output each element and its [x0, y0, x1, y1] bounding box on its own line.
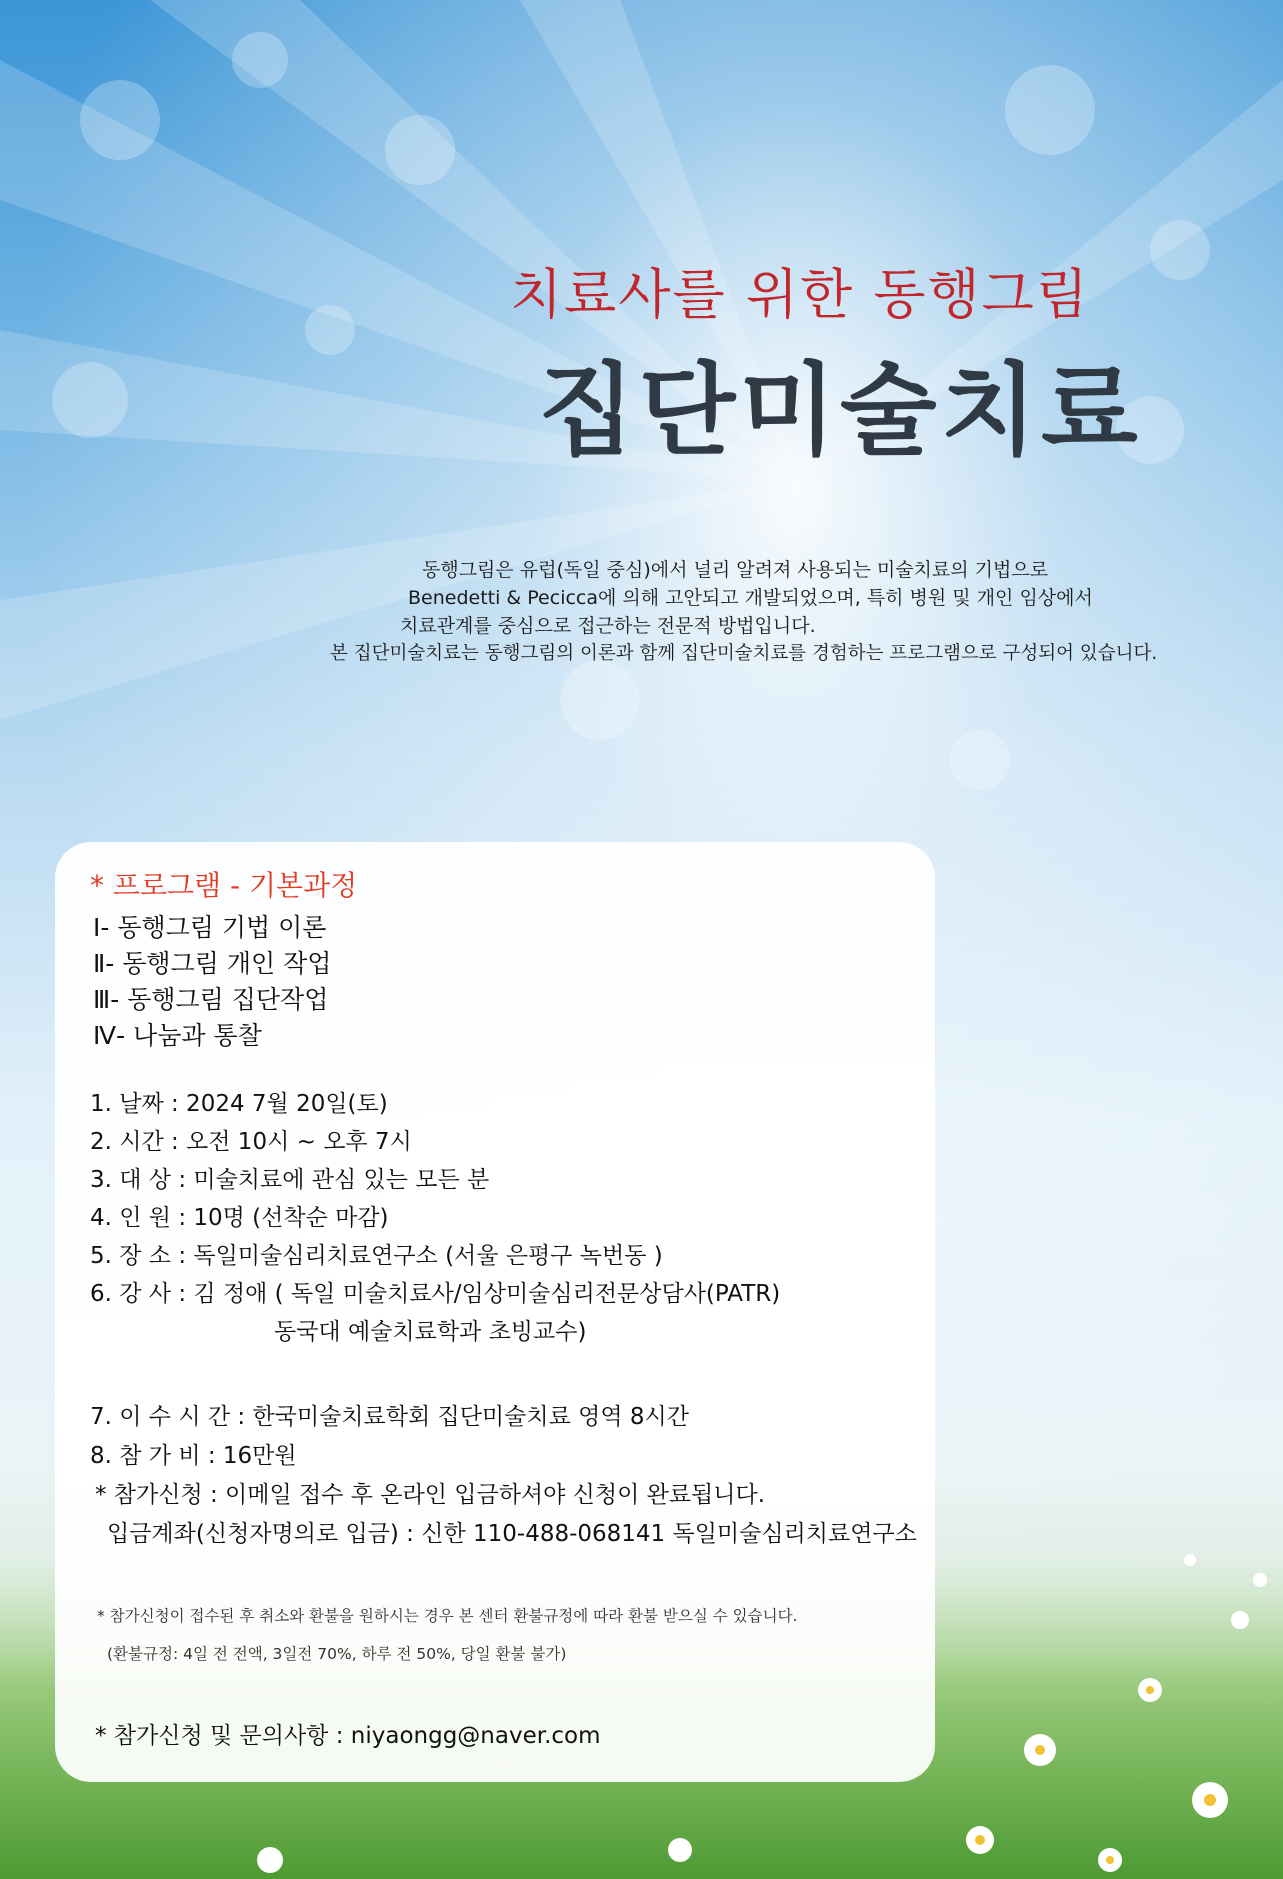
- date-info: 1. 날짜 : 2024 7월 20일(토): [90, 1091, 388, 1117]
- fee-info: 8. 참 가 비 : 16만원: [90, 1443, 297, 1469]
- intro-line: 동행그림은 유럽(독일 중심)에서 널리 알려져 사용되는 미술치료의 기법으로: [422, 559, 1049, 581]
- page-title: 집단미술치료: [538, 352, 1142, 469]
- hours-info: 7. 이 수 시 간 : 한국미술치료학회 집단미술치료 영역 8시간: [90, 1404, 689, 1430]
- apply-info: * 참가신청 : 이메일 접수 후 온라인 입금하셔야 신청이 완료됩니다.: [95, 1482, 766, 1508]
- program-item: Ⅳ- 나눔과 통찰: [93, 1021, 262, 1050]
- subtitle: 치료사를 위한 동행그림: [510, 263, 1090, 326]
- program-item: Ⅱ- 동행그림 개인 작업: [93, 949, 332, 978]
- account-info: 입금계좌(신청자명의로 입금) : 신한 110-488-068141 독일미술심리치료연구소: [107, 1521, 917, 1547]
- intro-line: 치료관계를 중심으로 접근하는 전문적 방법입니다.: [400, 615, 816, 637]
- program-item: Ⅲ- 동행그림 집단작업: [93, 985, 329, 1014]
- program-info-card: [55, 842, 935, 1782]
- target-info: 3. 대 상 : 미술치료에 관심 있는 모든 분: [90, 1167, 490, 1193]
- refund-note: * 참가신청이 접수된 후 취소와 환불을 원하시는 경우 본 센터 환불규정에 따라 환불 받으실 수 있습니다.: [97, 1607, 798, 1625]
- time-info: 2. 시간 : 오전 10시 ~ 오후 7시: [90, 1129, 412, 1155]
- place-info: 5. 장 소 : 독일미술심리치료연구소 (서울 은평구 녹번동 ): [90, 1243, 663, 1269]
- instructor-info: 6. 강 사 : 김 정애 ( 독일 미술치료사/임상미술심리전문상담사(PATR): [90, 1281, 781, 1307]
- program-heading: * 프로그램 - 기본과정: [90, 869, 358, 902]
- program-item: Ⅰ- 동행그림 기법 이론: [93, 913, 327, 942]
- intro-line: Benedetti & Pecicca에 의해 고안되고 개발되었으며, 특히 병원 및 개인 임상에서: [408, 587, 1093, 609]
- intro-paragraph: [300, 556, 1250, 668]
- instructor-info-continued: 동국대 예술치료학과 초빙교수): [274, 1319, 587, 1345]
- refund-rule-note: (환불규정: 4일 전 전액, 3일전 70%, 하루 전 50%, 당일 환불 불가): [107, 1645, 567, 1663]
- contact-info: * 참가신청 및 문의사항 : niyaongg@naver.com: [95, 1723, 601, 1749]
- intro-line: 본 집단미술치료는 동행그림의 이론과 함께 집단미술치료를 경험하는 프로그램으로 구성되어 있습니다.: [330, 643, 1158, 664]
- capacity-info: 4. 인 원 : 10명 (선착순 마감): [90, 1205, 389, 1231]
